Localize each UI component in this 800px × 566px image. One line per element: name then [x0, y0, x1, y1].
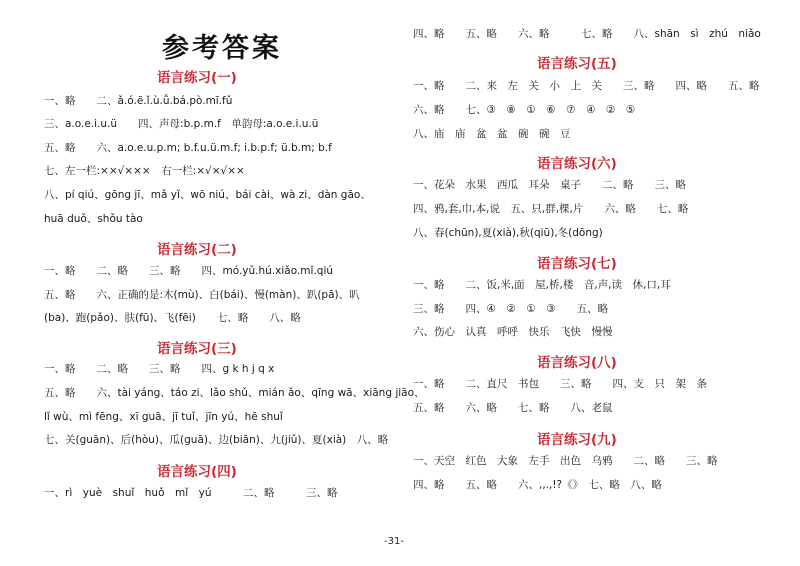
answer-line: 一、天空 红色 大象 左手 出色 乌鸦 二、略 三、略	[413, 455, 718, 467]
section-heading-7: 语言练习(七)	[537, 256, 617, 272]
section-heading-1: 语言练习(一)	[157, 70, 237, 86]
page-number: -31-	[384, 536, 404, 547]
answer-line: 一、rì yuè shuǐ huǒ mǐ yú 二、略 三、略	[44, 487, 338, 499]
answer-line: 三、a.o.e.i.u.ü 四、声母:b.p.m.f 单韵母:a.o.e.i.u.ü	[44, 118, 319, 130]
answer-line: 一、略 二、直尺 书包 三、略 四、支 只 架 条	[413, 378, 707, 390]
section-heading-5: 语言练习(五)	[537, 56, 617, 72]
answer-line: 一、略 二、ǎ.ó.ē.ǐ.ù.ǚ.bá.pò.mī.fǔ	[44, 95, 233, 107]
section-heading-3: 语言练习(三)	[157, 341, 237, 357]
answer-line: 四、鸦,套,巾,本,说 五、只,群,棵,片 六、略 七、略	[413, 203, 689, 215]
section-heading-9: 语言练习(九)	[537, 432, 617, 448]
answer-line: 八、pí qiú、gōng jī、mǎ yǐ、wō niú、bái cài、wà zi、dàn gāo、	[44, 189, 371, 201]
answer-line: 五、略 六、正确的是:木(mù)、白(bái)、慢(màn)、趴(pā)、叭	[44, 289, 360, 301]
section-heading-6: 语言练习(六)	[537, 156, 617, 172]
answer-line: (ba)、跑(pǎo)、肤(fū)、飞(fēi) 七、略 八、略	[44, 312, 301, 324]
section-heading-8: 语言练习(八)	[537, 355, 617, 371]
section-heading-2: 语言练习(二)	[157, 242, 237, 258]
answer-line: 一、略 二、略 三、略 四、mó.yǔ.hú.xiǎo.mǐ.qiú	[44, 265, 334, 277]
page-title: 参考答案	[162, 33, 282, 64]
answer-line: 六、略 七、③ ⑧ ① ⑥ ⑦ ④ ② ⑤	[413, 104, 636, 116]
answer-line: 八、春(chūn),夏(xià),秋(qiū),冬(dōng)	[413, 227, 603, 239]
answer-line: 六、伤心 认真 呼呼 快乐 飞快 慢慢	[413, 326, 613, 338]
answer-line: 五、略 六、a.o.e.u.p.m; b.f.u.ü.m.f; i.b.p.f; ü.b.m; b.f	[44, 142, 332, 154]
answer-line: 四、略 五、略 六、,,.,!?《》 七、略 八、略	[413, 479, 662, 491]
answer-line: 七、左一栏:××√××× 右一栏:×√×√××	[44, 165, 245, 177]
answer-line: 八、庙 庙 盆 盆 碗 碗 豆	[413, 128, 571, 140]
section-heading-4: 语言练习(四)	[157, 464, 237, 480]
answer-line: 一、略 二、略 三、略 四、g k h j q x	[44, 363, 275, 375]
answer-line: 一、略 二、饭,米,面 屋,桥,楼 音,声,读 休,口,耳	[413, 279, 671, 291]
answer-line: 一、略 二、来 左 关 小 上 关 三、略 四、略 五、略	[413, 80, 760, 92]
answer-line: lǐ wù、mì fēng、xī guā、jī tuǐ、jīn yú、hē shuǐ	[44, 411, 283, 423]
answer-line: 五、略 六、略 七、略 八、老鼠	[413, 402, 613, 414]
answer-line: 四、略 五、略 六、略 七、略 八、shān sì zhú niǎo	[413, 28, 761, 40]
answer-line: 七、关(guān)、后(hòu)、瓜(guā)、边(biān)、九(jiǔ)、夏(xià) 八、略	[44, 434, 389, 446]
answer-line: huā duǒ、shǒu tào	[44, 213, 143, 225]
answer-line: 一、花朵 水果 西瓜 耳朵 桌子 二、略 三、略	[413, 179, 686, 191]
answer-line: 五、略 六、tài yáng、táo zi、lǎo shǔ、mián ǎo、qīng wā、xiāng jiāo、	[44, 387, 425, 399]
answer-line: 三、略 四、④ ② ① ③ 五、略	[413, 303, 609, 315]
